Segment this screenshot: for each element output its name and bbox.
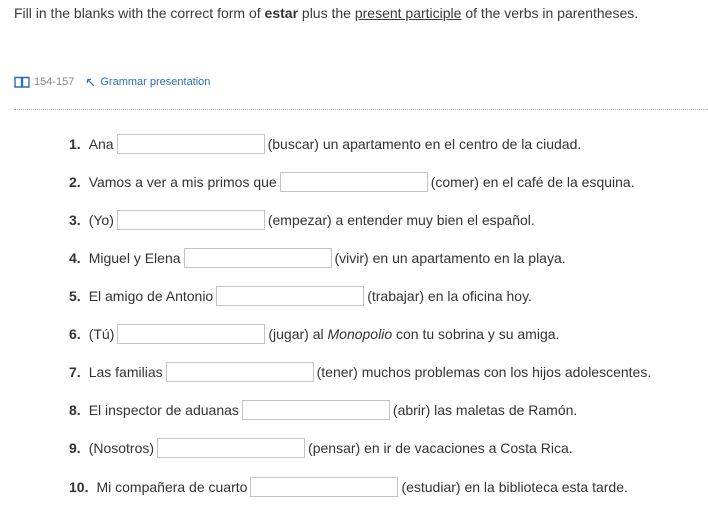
instructions-suffix: of the verbs in parentheses. — [461, 5, 639, 21]
book-icon — [14, 76, 30, 88]
answer-input-2[interactable] — [280, 172, 428, 192]
item-continuation-pre: (jugar) al — [268, 326, 324, 342]
answer-input-8[interactable] — [242, 400, 390, 420]
exercise-item-6 — [69, 324, 559, 344]
item-prompt: (Yo) — [88, 212, 114, 228]
item-continuation: (pensar) en ir de vacaciones a Costa Rica. — [308, 440, 573, 456]
item-prompt: (Nosotros) — [88, 440, 155, 456]
item-number: 6. — [69, 326, 81, 342]
item-prompt: Miguel y Elena — [88, 250, 181, 266]
instructions-prefix: Fill in the blanks with the correct form of — [14, 5, 265, 21]
grammar-presentation-link[interactable]: Grammar presentation — [100, 76, 211, 88]
item-continuation: (buscar) un apartamento en el centro de la ciudad. — [267, 136, 582, 152]
instructions-bold: estar — [264, 5, 299, 21]
item-continuation: (tener) muchos problemas con los hijos adolescentes. — [316, 364, 652, 380]
item-number: 5. — [69, 288, 81, 304]
answer-input-10[interactable] — [250, 477, 398, 497]
item-prompt: Las familias — [88, 364, 163, 380]
item-continuation: (vivir) en un apartamento en la playa. — [334, 250, 566, 266]
answer-input-3[interactable] — [117, 210, 265, 230]
instructions — [14, 4, 638, 22]
item-continuation: (trabajar) en la oficina hoy. — [367, 288, 532, 304]
answer-input-6[interactable] — [117, 324, 265, 344]
item-number: 3. — [69, 212, 81, 228]
item-number: 1. — [69, 136, 81, 152]
item-number: 7. — [69, 364, 81, 380]
instructions-underlined: present participle — [354, 5, 462, 21]
item-number: 2. — [69, 174, 81, 190]
item-number: 8. — [69, 402, 81, 418]
exercise-item-2 — [69, 172, 635, 192]
exercise-item-4 — [69, 248, 566, 268]
exercise-item-8 — [69, 400, 577, 420]
answer-input-9[interactable] — [157, 438, 305, 458]
exercise-item-1 — [69, 134, 581, 154]
item-number: 10. — [69, 479, 89, 495]
answer-input-1[interactable] — [117, 134, 265, 154]
item-prompt: (Tú) — [88, 326, 115, 342]
item-number: 9. — [69, 440, 81, 456]
item-prompt: El inspector de aduanas — [88, 402, 239, 418]
exercise-item-7 — [69, 362, 651, 382]
item-continuation: (comer) en el café de la esquina. — [430, 174, 635, 190]
exercise-item-5 — [69, 286, 532, 306]
arrow-up-left-icon[interactable] — [86, 78, 95, 87]
answer-input-4[interactable] — [184, 248, 332, 268]
exercise-item-3 — [69, 210, 535, 230]
exercise-item-9 — [69, 438, 573, 458]
item-continuation-post: con tu sobrina y su amiga. — [392, 326, 560, 342]
item-continuation-italic: Monopolio — [327, 326, 393, 342]
item-continuation: (abrir) las maletas de Ramón. — [392, 402, 578, 418]
answer-input-5[interactable] — [216, 286, 364, 306]
instructions-middle: plus the — [298, 5, 355, 21]
item-prompt: El amigo de Antonio — [88, 288, 214, 304]
page-range: 154-157 — [34, 76, 75, 88]
item-number: 4. — [69, 250, 81, 266]
item-continuation: (estudiar) en la biblioteca esta tarde. — [401, 479, 628, 495]
item-prompt: Mi compañera de cuarto — [96, 479, 248, 495]
exercise-item-10 — [69, 477, 628, 497]
reference-bar — [14, 74, 210, 90]
item-prompt: Ana — [88, 136, 114, 152]
item-prompt: Vamos a ver a mis primos que — [88, 174, 277, 190]
dotted-divider — [14, 109, 708, 110]
item-continuation: (empezar) a entender muy bien el español. — [267, 212, 535, 228]
answer-input-7[interactable] — [166, 362, 314, 382]
